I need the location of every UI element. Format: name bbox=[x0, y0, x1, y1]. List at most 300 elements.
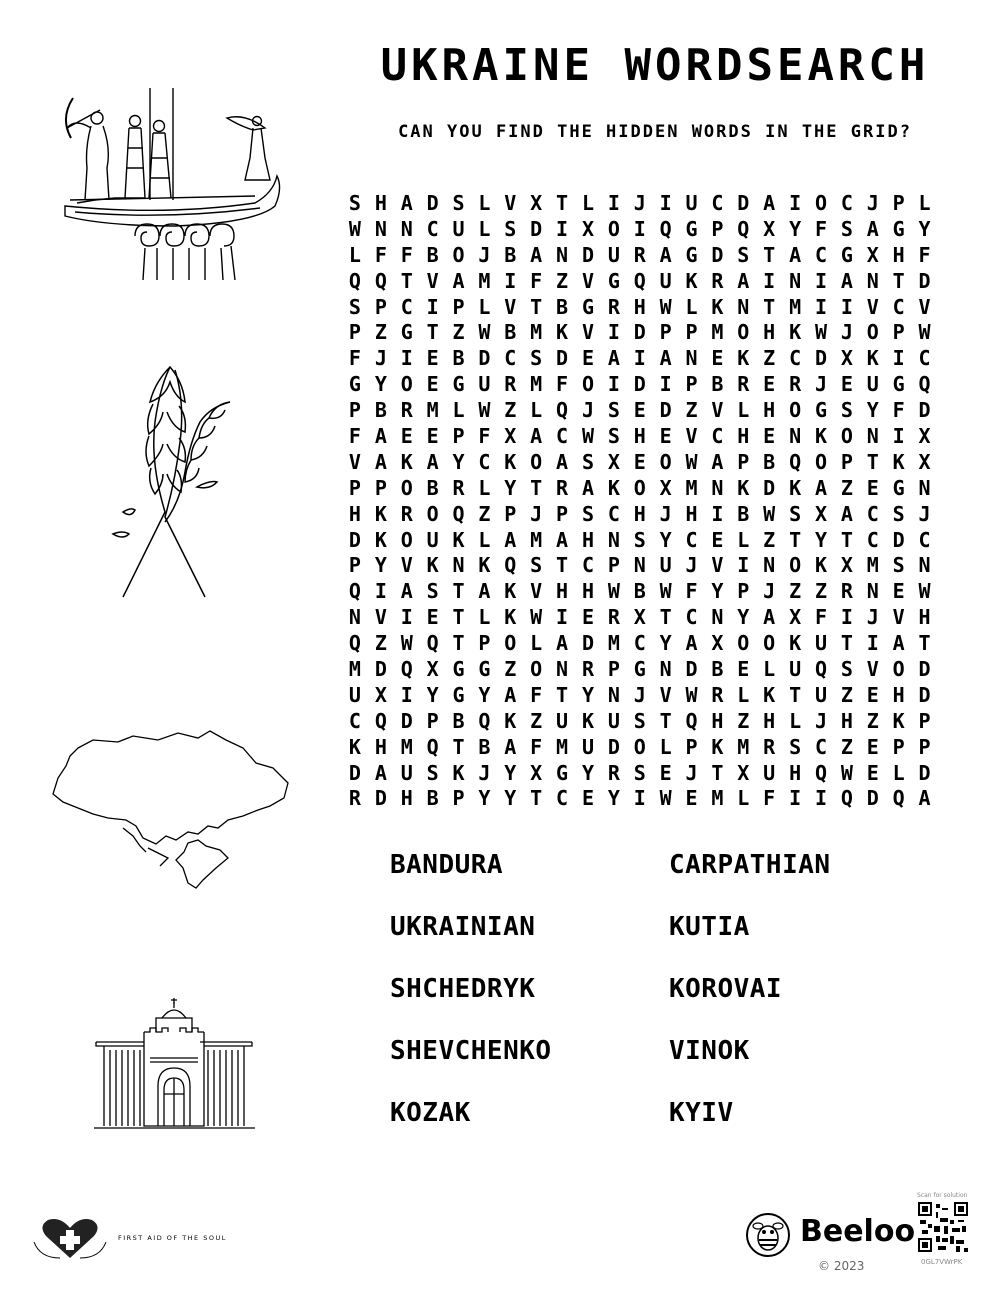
grid-cell[interactable]: A bbox=[556, 527, 569, 552]
grid-cell[interactable]: Y bbox=[814, 527, 827, 552]
grid-cell[interactable]: F bbox=[763, 786, 776, 811]
grid-cell[interactable]: P bbox=[452, 294, 465, 319]
grid-cell[interactable]: Y bbox=[737, 605, 750, 630]
grid-cell[interactable]: K bbox=[685, 268, 698, 293]
grid-cell[interactable]: T bbox=[530, 786, 543, 811]
grid-cell[interactable]: E bbox=[581, 346, 594, 371]
grid-cell[interactable]: M bbox=[789, 294, 802, 319]
grid-cell[interactable]: G bbox=[348, 372, 361, 397]
grid-cell[interactable]: B bbox=[711, 372, 724, 397]
grid-cell[interactable]: Q bbox=[348, 268, 361, 293]
grid-cell[interactable]: I bbox=[892, 423, 905, 448]
grid-cell[interactable]: Y bbox=[452, 449, 465, 474]
grid-cell[interactable]: H bbox=[400, 786, 413, 811]
grid-cell[interactable]: S bbox=[426, 579, 439, 604]
grid-cell[interactable]: D bbox=[918, 268, 931, 293]
grid-cell[interactable]: U bbox=[814, 682, 827, 707]
grid-cell[interactable]: Q bbox=[504, 553, 517, 578]
grid-cell[interactable]: L bbox=[478, 605, 491, 630]
grid-cell[interactable]: D bbox=[711, 242, 724, 267]
grid-cell[interactable]: C bbox=[685, 527, 698, 552]
qr-code-icon[interactable] bbox=[918, 1202, 968, 1252]
grid-cell[interactable]: N bbox=[763, 553, 776, 578]
grid-cell[interactable]: T bbox=[918, 631, 931, 656]
grid-cell[interactable]: A bbox=[504, 682, 517, 707]
grid-cell[interactable]: D bbox=[633, 320, 646, 345]
grid-cell[interactable]: E bbox=[659, 423, 672, 448]
grid-cell[interactable]: H bbox=[763, 320, 776, 345]
grid-cell[interactable]: J bbox=[374, 346, 387, 371]
grid-cell[interactable]: E bbox=[840, 372, 853, 397]
grid-cell[interactable]: Q bbox=[918, 372, 931, 397]
grid-cell[interactable]: R bbox=[789, 372, 802, 397]
grid-cell[interactable]: A bbox=[918, 786, 931, 811]
grid-cell[interactable]: A bbox=[892, 631, 905, 656]
grid-cell[interactable]: N bbox=[711, 475, 724, 500]
grid-cell[interactable]: P bbox=[840, 449, 853, 474]
grid-cell[interactable]: H bbox=[892, 242, 905, 267]
grid-cell[interactable]: A bbox=[711, 449, 724, 474]
grid-cell[interactable]: K bbox=[866, 346, 879, 371]
grid-cell[interactable]: H bbox=[685, 501, 698, 526]
grid-cell[interactable]: N bbox=[737, 294, 750, 319]
grid-cell[interactable]: Y bbox=[581, 682, 594, 707]
grid-cell[interactable]: D bbox=[659, 398, 672, 423]
grid-cell[interactable]: D bbox=[918, 656, 931, 681]
grid-cell[interactable]: K bbox=[607, 475, 620, 500]
grid-cell[interactable]: E bbox=[426, 605, 439, 630]
grid-cell[interactable]: N bbox=[918, 553, 931, 578]
grid-cell[interactable]: I bbox=[556, 216, 569, 241]
grid-cell[interactable]: H bbox=[633, 501, 646, 526]
grid-cell[interactable]: E bbox=[426, 372, 439, 397]
grid-cell[interactable]: O bbox=[504, 631, 517, 656]
grid-cell[interactable]: B bbox=[426, 475, 439, 500]
grid-cell[interactable]: N bbox=[866, 579, 879, 604]
grid-cell[interactable]: S bbox=[892, 501, 905, 526]
grid-cell[interactable]: P bbox=[504, 501, 517, 526]
grid-cell[interactable]: F bbox=[374, 242, 387, 267]
grid-cell[interactable]: U bbox=[478, 372, 491, 397]
grid-cell[interactable]: C bbox=[426, 216, 439, 241]
grid-cell[interactable]: V bbox=[711, 553, 724, 578]
grid-cell[interactable]: M bbox=[400, 734, 413, 759]
grid-cell[interactable]: S bbox=[840, 398, 853, 423]
grid-cell[interactable]: L bbox=[478, 527, 491, 552]
grid-cell[interactable]: A bbox=[400, 190, 413, 215]
grid-cell[interactable]: Y bbox=[478, 682, 491, 707]
grid-cell[interactable]: W bbox=[659, 294, 672, 319]
grid-cell[interactable]: D bbox=[556, 346, 569, 371]
grid-cell[interactable]: E bbox=[581, 605, 594, 630]
grid-cell[interactable]: H bbox=[374, 190, 387, 215]
grid-cell[interactable]: T bbox=[789, 527, 802, 552]
grid-cell[interactable]: W bbox=[400, 631, 413, 656]
grid-cell[interactable]: D bbox=[348, 527, 361, 552]
grid-cell[interactable]: A bbox=[737, 268, 750, 293]
grid-cell[interactable]: A bbox=[400, 579, 413, 604]
grid-cell[interactable]: C bbox=[711, 423, 724, 448]
grid-cell[interactable]: B bbox=[504, 242, 517, 267]
grid-cell[interactable]: Q bbox=[556, 398, 569, 423]
grid-cell[interactable]: A bbox=[426, 449, 439, 474]
grid-cell[interactable]: N bbox=[374, 216, 387, 241]
grid-cell[interactable]: K bbox=[892, 449, 905, 474]
grid-cell[interactable]: I bbox=[659, 372, 672, 397]
grid-cell[interactable]: H bbox=[633, 294, 646, 319]
grid-cell[interactable]: W bbox=[607, 579, 620, 604]
grid-cell[interactable]: Y bbox=[426, 682, 439, 707]
grid-cell[interactable]: P bbox=[348, 475, 361, 500]
grid-cell[interactable]: E bbox=[426, 346, 439, 371]
grid-cell[interactable]: N bbox=[452, 553, 465, 578]
grid-cell[interactable]: K bbox=[763, 682, 776, 707]
grid-cell[interactable]: I bbox=[737, 553, 750, 578]
grid-cell[interactable]: Y bbox=[504, 760, 517, 785]
grid-cell[interactable]: A bbox=[685, 631, 698, 656]
grid-cell[interactable]: K bbox=[504, 605, 517, 630]
grid-cell[interactable]: U bbox=[426, 527, 439, 552]
grid-cell[interactable]: O bbox=[892, 656, 905, 681]
grid-cell[interactable]: T bbox=[789, 682, 802, 707]
grid-cell[interactable]: C bbox=[814, 734, 827, 759]
grid-cell[interactable]: X bbox=[866, 242, 879, 267]
grid-cell[interactable]: E bbox=[581, 786, 594, 811]
grid-cell[interactable]: K bbox=[892, 708, 905, 733]
grid-cell[interactable]: U bbox=[659, 553, 672, 578]
grid-cell[interactable]: H bbox=[918, 605, 931, 630]
grid-cell[interactable]: Y bbox=[659, 527, 672, 552]
grid-cell[interactable]: T bbox=[452, 579, 465, 604]
grid-cell[interactable]: F bbox=[348, 346, 361, 371]
grid-cell[interactable]: T bbox=[426, 320, 439, 345]
grid-cell[interactable]: X bbox=[659, 475, 672, 500]
grid-cell[interactable]: P bbox=[659, 320, 672, 345]
grid-cell[interactable]: A bbox=[504, 734, 517, 759]
grid-cell[interactable]: V bbox=[530, 579, 543, 604]
grid-cell[interactable]: P bbox=[711, 216, 724, 241]
grid-cell[interactable]: K bbox=[478, 553, 491, 578]
grid-cell[interactable]: O bbox=[659, 449, 672, 474]
grid-cell[interactable]: G bbox=[892, 216, 905, 241]
grid-cell[interactable]: F bbox=[400, 242, 413, 267]
grid-cell[interactable]: S bbox=[789, 734, 802, 759]
grid-cell[interactable]: A bbox=[659, 242, 672, 267]
grid-cell[interactable]: Y bbox=[374, 372, 387, 397]
grid-cell[interactable]: G bbox=[452, 682, 465, 707]
grid-cell[interactable]: X bbox=[504, 423, 517, 448]
grid-cell[interactable]: Z bbox=[814, 579, 827, 604]
grid-cell[interactable]: S bbox=[789, 501, 802, 526]
grid-cell[interactable]: K bbox=[711, 294, 724, 319]
grid-cell[interactable]: D bbox=[918, 398, 931, 423]
grid-cell[interactable]: E bbox=[633, 449, 646, 474]
grid-cell[interactable]: R bbox=[607, 605, 620, 630]
grid-cell[interactable]: W bbox=[659, 579, 672, 604]
grid-cell[interactable]: L bbox=[478, 475, 491, 500]
grid-cell[interactable]: T bbox=[866, 449, 879, 474]
grid-cell[interactable]: Q bbox=[685, 708, 698, 733]
grid-cell[interactable]: E bbox=[711, 527, 724, 552]
grid-cell[interactable]: F bbox=[478, 423, 491, 448]
grid-cell[interactable]: O bbox=[789, 398, 802, 423]
grid-cell[interactable]: M bbox=[530, 372, 543, 397]
grid-cell[interactable]: O bbox=[607, 216, 620, 241]
grid-cell[interactable]: T bbox=[400, 268, 413, 293]
grid-cell[interactable]: T bbox=[530, 475, 543, 500]
grid-cell[interactable]: D bbox=[918, 682, 931, 707]
grid-cell[interactable]: C bbox=[581, 553, 594, 578]
grid-cell[interactable]: S bbox=[840, 216, 853, 241]
grid-cell[interactable]: Z bbox=[737, 708, 750, 733]
grid-cell[interactable]: P bbox=[452, 786, 465, 811]
grid-cell[interactable]: N bbox=[866, 423, 879, 448]
grid-cell[interactable]: C bbox=[814, 242, 827, 267]
grid-cell[interactable]: A bbox=[374, 423, 387, 448]
grid-cell[interactable]: O bbox=[737, 631, 750, 656]
grid-cell[interactable]: I bbox=[400, 682, 413, 707]
grid-cell[interactable]: L bbox=[685, 294, 698, 319]
grid-cell[interactable]: K bbox=[814, 423, 827, 448]
grid-cell[interactable]: G bbox=[478, 656, 491, 681]
grid-cell[interactable]: M bbox=[530, 527, 543, 552]
grid-cell[interactable]: D bbox=[892, 527, 905, 552]
grid-cell[interactable]: I bbox=[556, 605, 569, 630]
grid-cell[interactable]: O bbox=[400, 475, 413, 500]
grid-cell[interactable]: R bbox=[763, 734, 776, 759]
grid-cell[interactable]: S bbox=[892, 553, 905, 578]
grid-cell[interactable]: I bbox=[789, 190, 802, 215]
grid-cell[interactable]: I bbox=[633, 346, 646, 371]
grid-cell[interactable]: M bbox=[866, 553, 879, 578]
grid-cell[interactable]: P bbox=[607, 656, 620, 681]
grid-cell[interactable]: C bbox=[711, 190, 724, 215]
grid-cell[interactable]: D bbox=[374, 656, 387, 681]
grid-cell[interactable]: I bbox=[374, 579, 387, 604]
grid-cell[interactable]: Z bbox=[866, 708, 879, 733]
grid-cell[interactable]: N bbox=[348, 605, 361, 630]
grid-cell[interactable]: C bbox=[556, 423, 569, 448]
grid-cell[interactable]: H bbox=[711, 708, 724, 733]
grid-cell[interactable]: B bbox=[556, 294, 569, 319]
grid-cell[interactable]: X bbox=[530, 190, 543, 215]
grid-cell[interactable]: T bbox=[452, 734, 465, 759]
grid-cell[interactable]: U bbox=[348, 682, 361, 707]
grid-cell[interactable]: P bbox=[892, 190, 905, 215]
grid-cell[interactable]: W bbox=[918, 320, 931, 345]
grid-cell[interactable]: S bbox=[581, 449, 594, 474]
grid-cell[interactable]: C bbox=[789, 346, 802, 371]
grid-cell[interactable]: P bbox=[737, 449, 750, 474]
grid-cell[interactable]: Z bbox=[374, 320, 387, 345]
grid-cell[interactable]: H bbox=[892, 682, 905, 707]
grid-cell[interactable]: E bbox=[400, 423, 413, 448]
grid-cell[interactable]: U bbox=[789, 656, 802, 681]
grid-cell[interactable]: E bbox=[866, 682, 879, 707]
grid-cell[interactable]: L bbox=[452, 398, 465, 423]
grid-cell[interactable]: W bbox=[478, 398, 491, 423]
grid-cell[interactable]: S bbox=[607, 398, 620, 423]
grid-cell[interactable]: Y bbox=[607, 786, 620, 811]
grid-cell[interactable]: L bbox=[659, 734, 672, 759]
grid-cell[interactable]: E bbox=[866, 760, 879, 785]
grid-cell[interactable]: C bbox=[840, 190, 853, 215]
grid-cell[interactable]: P bbox=[607, 553, 620, 578]
grid-cell[interactable]: W bbox=[814, 320, 827, 345]
grid-cell[interactable]: C bbox=[607, 501, 620, 526]
grid-cell[interactable]: V bbox=[348, 449, 361, 474]
grid-cell[interactable]: U bbox=[607, 242, 620, 267]
grid-cell[interactable]: R bbox=[348, 786, 361, 811]
grid-cell[interactable]: G bbox=[685, 216, 698, 241]
grid-cell[interactable]: U bbox=[400, 760, 413, 785]
grid-cell[interactable]: Q bbox=[814, 760, 827, 785]
grid-cell[interactable]: P bbox=[348, 320, 361, 345]
grid-cell[interactable]: Y bbox=[659, 631, 672, 656]
grid-cell[interactable]: C bbox=[866, 501, 879, 526]
grid-cell[interactable]: B bbox=[452, 346, 465, 371]
grid-cell[interactable]: V bbox=[426, 268, 439, 293]
grid-cell[interactable]: I bbox=[426, 294, 439, 319]
grid-cell[interactable]: K bbox=[581, 708, 594, 733]
grid-cell[interactable]: R bbox=[607, 760, 620, 785]
grid-cell[interactable]: P bbox=[685, 372, 698, 397]
grid-cell[interactable]: M bbox=[607, 631, 620, 656]
grid-cell[interactable]: V bbox=[504, 294, 517, 319]
grid-cell[interactable]: A bbox=[840, 501, 853, 526]
grid-cell[interactable]: G bbox=[452, 372, 465, 397]
grid-cell[interactable]: O bbox=[452, 242, 465, 267]
grid-cell[interactable]: B bbox=[763, 449, 776, 474]
grid-cell[interactable]: A bbox=[530, 242, 543, 267]
grid-cell[interactable]: D bbox=[478, 346, 491, 371]
grid-cell[interactable]: X bbox=[763, 216, 776, 241]
grid-cell[interactable]: A bbox=[814, 475, 827, 500]
grid-cell[interactable]: P bbox=[348, 553, 361, 578]
grid-cell[interactable]: T bbox=[840, 527, 853, 552]
grid-cell[interactable]: A bbox=[866, 216, 879, 241]
grid-cell[interactable]: M bbox=[737, 734, 750, 759]
grid-cell[interactable]: Z bbox=[840, 734, 853, 759]
grid-cell[interactable]: R bbox=[607, 294, 620, 319]
grid-cell[interactable]: L bbox=[581, 190, 594, 215]
grid-cell[interactable]: Q bbox=[348, 631, 361, 656]
grid-cell[interactable]: L bbox=[892, 760, 905, 785]
grid-cell[interactable]: P bbox=[918, 734, 931, 759]
grid-cell[interactable]: N bbox=[711, 605, 724, 630]
grid-cell[interactable]: A bbox=[581, 475, 594, 500]
grid-cell[interactable]: W bbox=[840, 760, 853, 785]
grid-cell[interactable]: V bbox=[685, 423, 698, 448]
grid-cell[interactable]: Z bbox=[685, 398, 698, 423]
grid-cell[interactable]: U bbox=[763, 760, 776, 785]
grid-cell[interactable]: A bbox=[556, 631, 569, 656]
grid-cell[interactable]: B bbox=[737, 501, 750, 526]
grid-cell[interactable]: Z bbox=[840, 475, 853, 500]
grid-cell[interactable]: N bbox=[659, 656, 672, 681]
grid-cell[interactable]: C bbox=[918, 346, 931, 371]
grid-cell[interactable]: A bbox=[763, 190, 776, 215]
grid-cell[interactable]: W bbox=[763, 501, 776, 526]
grid-cell[interactable]: O bbox=[426, 501, 439, 526]
grid-cell[interactable]: V bbox=[866, 656, 879, 681]
grid-cell[interactable]: Y bbox=[478, 786, 491, 811]
grid-cell[interactable]: U bbox=[581, 734, 594, 759]
grid-cell[interactable]: K bbox=[789, 631, 802, 656]
grid-cell[interactable]: F bbox=[814, 605, 827, 630]
grid-cell[interactable]: I bbox=[607, 372, 620, 397]
grid-cell[interactable]: F bbox=[556, 372, 569, 397]
grid-cell[interactable]: J bbox=[633, 682, 646, 707]
grid-cell[interactable]: K bbox=[504, 579, 517, 604]
grid-cell[interactable]: S bbox=[633, 708, 646, 733]
grid-cell[interactable]: J bbox=[814, 708, 827, 733]
grid-cell[interactable]: D bbox=[814, 346, 827, 371]
grid-cell[interactable]: I bbox=[607, 190, 620, 215]
grid-cell[interactable]: X bbox=[426, 656, 439, 681]
grid-cell[interactable]: U bbox=[866, 372, 879, 397]
grid-cell[interactable]: C bbox=[918, 527, 931, 552]
grid-cell[interactable]: H bbox=[633, 423, 646, 448]
grid-cell[interactable]: X bbox=[711, 631, 724, 656]
grid-cell[interactable]: A bbox=[504, 527, 517, 552]
grid-cell[interactable]: I bbox=[814, 786, 827, 811]
grid-cell[interactable]: B bbox=[711, 656, 724, 681]
grid-cell[interactable]: T bbox=[659, 605, 672, 630]
grid-cell[interactable]: D bbox=[866, 786, 879, 811]
grid-cell[interactable]: J bbox=[530, 501, 543, 526]
grid-cell[interactable]: Z bbox=[789, 579, 802, 604]
grid-cell[interactable]: R bbox=[452, 475, 465, 500]
grid-cell[interactable]: I bbox=[400, 346, 413, 371]
grid-cell[interactable]: Y bbox=[504, 786, 517, 811]
grid-cell[interactable]: F bbox=[530, 734, 543, 759]
grid-cell[interactable]: T bbox=[763, 294, 776, 319]
grid-cell[interactable]: R bbox=[504, 372, 517, 397]
grid-cell[interactable]: F bbox=[892, 398, 905, 423]
grid-cell[interactable]: R bbox=[556, 475, 569, 500]
grid-cell[interactable]: H bbox=[763, 708, 776, 733]
grid-cell[interactable]: T bbox=[763, 242, 776, 267]
grid-cell[interactable]: Y bbox=[711, 579, 724, 604]
grid-cell[interactable]: H bbox=[581, 579, 594, 604]
grid-cell[interactable]: L bbox=[763, 656, 776, 681]
grid-cell[interactable]: U bbox=[556, 708, 569, 733]
grid-cell[interactable]: T bbox=[556, 682, 569, 707]
grid-cell[interactable]: Q bbox=[633, 268, 646, 293]
grid-cell[interactable]: W bbox=[530, 605, 543, 630]
grid-cell[interactable]: J bbox=[840, 320, 853, 345]
grid-cell[interactable]: Q bbox=[374, 708, 387, 733]
grid-cell[interactable]: M bbox=[685, 475, 698, 500]
grid-cell[interactable]: D bbox=[763, 475, 776, 500]
grid-cell[interactable]: P bbox=[556, 501, 569, 526]
grid-cell[interactable]: P bbox=[478, 631, 491, 656]
grid-cell[interactable]: S bbox=[737, 242, 750, 267]
grid-cell[interactable]: K bbox=[556, 320, 569, 345]
grid-cell[interactable]: D bbox=[348, 760, 361, 785]
grid-cell[interactable]: T bbox=[452, 631, 465, 656]
grid-cell[interactable]: I bbox=[763, 268, 776, 293]
grid-cell[interactable]: C bbox=[866, 527, 879, 552]
grid-cell[interactable]: W bbox=[685, 449, 698, 474]
grid-cell[interactable]: H bbox=[737, 423, 750, 448]
grid-cell[interactable]: V bbox=[659, 682, 672, 707]
grid-cell[interactable]: O bbox=[633, 475, 646, 500]
grid-cell[interactable]: Z bbox=[556, 268, 569, 293]
grid-cell[interactable]: D bbox=[426, 190, 439, 215]
grid-cell[interactable]: Y bbox=[504, 475, 517, 500]
